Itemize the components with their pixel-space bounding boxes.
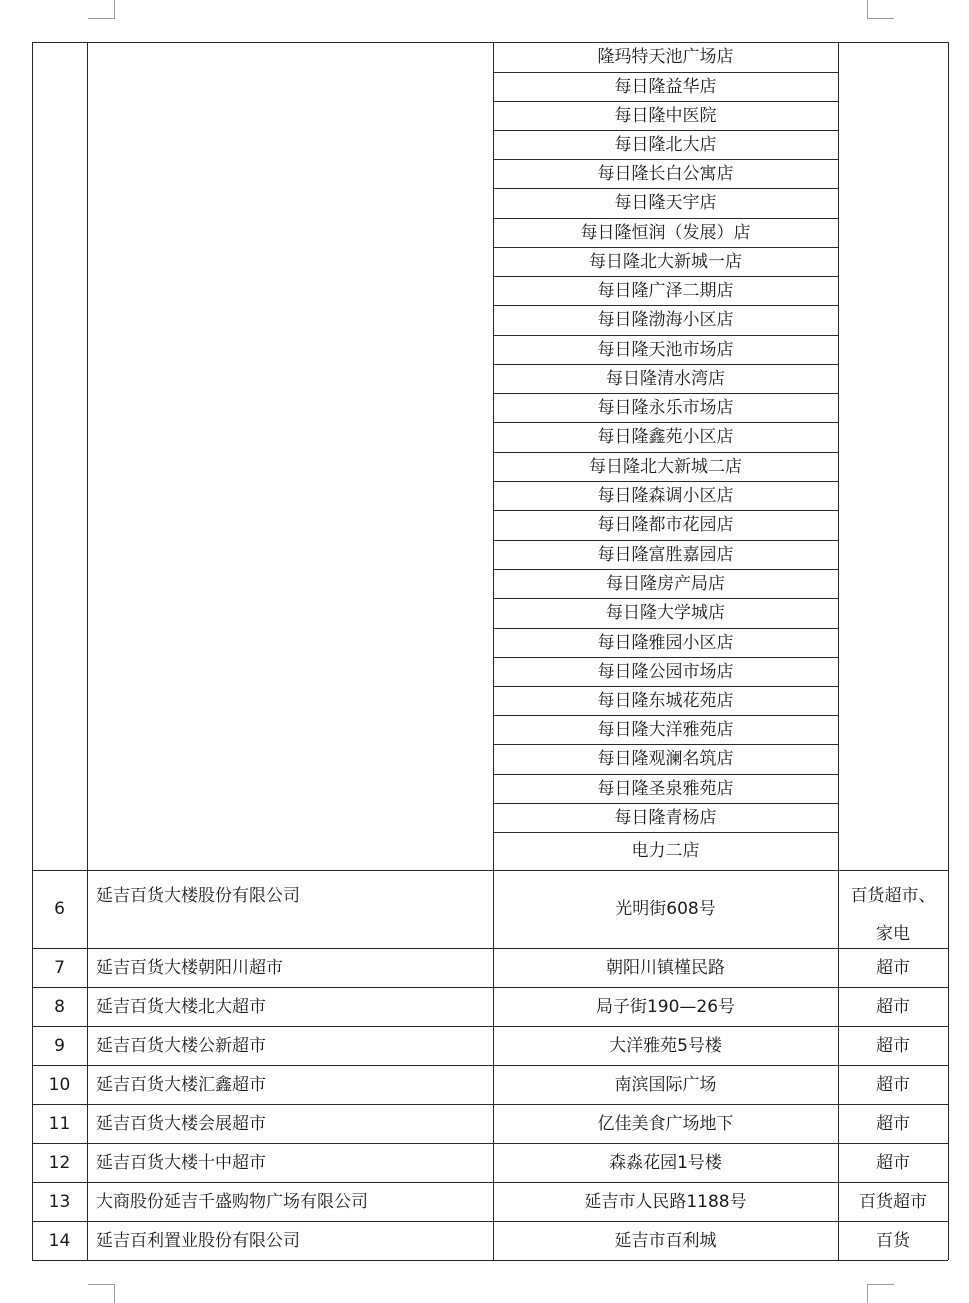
store-row-divider xyxy=(493,159,838,160)
row-number: 9 xyxy=(54,1036,65,1056)
store-row-divider xyxy=(493,832,838,833)
address: 局子街190—26号 xyxy=(595,997,736,1017)
company-name: 延吉百货大楼十中超市 xyxy=(96,1153,266,1173)
row-number: 11 xyxy=(48,1114,71,1134)
company-name: 延吉百货大楼股份有限公司 xyxy=(96,886,300,906)
business-type: 超市 xyxy=(876,1036,910,1056)
store-row-divider xyxy=(493,276,838,277)
row-number: 8 xyxy=(54,997,65,1017)
store-row-divider xyxy=(493,744,838,745)
store-name: 每日隆富胜嘉园店 xyxy=(597,545,734,565)
business-type: 超市 xyxy=(876,1114,910,1134)
store-name: 每日隆鑫苑小区店 xyxy=(597,427,734,447)
address: 光明街608号 xyxy=(615,899,716,919)
business-type: 超市 xyxy=(876,1153,910,1173)
company-name: 延吉百货大楼会展超市 xyxy=(96,1114,266,1134)
column-divider-no xyxy=(87,42,88,1260)
store-name: 每日隆中医院 xyxy=(614,106,717,126)
store-row-divider xyxy=(493,628,838,629)
store-name: 隆玛特天池广场店 xyxy=(597,47,734,67)
row-number: 12 xyxy=(48,1153,71,1173)
row-number: 10 xyxy=(48,1075,71,1095)
company-name: 延吉百货大楼公新超市 xyxy=(96,1036,266,1056)
store-row-divider xyxy=(493,510,838,511)
store-name: 每日隆北大店 xyxy=(614,135,717,155)
company-name: 大商股份延吉千盛购物广场有限公司 xyxy=(96,1192,368,1212)
business-type: 百货超市、 xyxy=(850,886,936,906)
store-row-divider xyxy=(493,686,838,687)
store-name: 每日隆公园市场店 xyxy=(597,662,734,682)
store-row-divider xyxy=(493,715,838,716)
company-name: 延吉百货大楼朝阳川超市 xyxy=(96,958,283,978)
store-name: 每日隆天宇店 xyxy=(614,193,717,213)
store-row-divider xyxy=(493,481,838,482)
store-row-divider xyxy=(493,364,838,365)
store-row-divider xyxy=(493,130,838,131)
table-row-divider xyxy=(32,1221,948,1222)
table-row-divider xyxy=(32,948,948,949)
table-row-divider xyxy=(32,987,948,988)
store-name: 每日隆圣泉雅苑店 xyxy=(597,779,734,799)
business-type: 百货 xyxy=(876,1231,910,1251)
store-row-divider xyxy=(493,305,838,306)
store-name: 每日隆长白公寓店 xyxy=(597,164,734,184)
table-border-bottom xyxy=(32,1260,948,1261)
table-row-divider xyxy=(32,1026,948,1027)
row-number: 6 xyxy=(54,899,65,919)
address: 朝阳川镇槿民路 xyxy=(606,958,725,978)
store-row-divider xyxy=(493,452,838,453)
table-row-divider xyxy=(32,1182,948,1183)
store-name: 每日隆房产局店 xyxy=(606,574,725,594)
store-name: 电力二店 xyxy=(631,841,700,861)
business-type: 超市 xyxy=(876,1075,910,1095)
store-name: 每日隆雅园小区店 xyxy=(597,633,734,653)
store-row-divider xyxy=(493,803,838,804)
store-name: 每日隆北大新城一店 xyxy=(589,252,742,272)
store-row-divider xyxy=(493,774,838,775)
store-row-divider xyxy=(493,540,838,541)
store-row-divider xyxy=(493,393,838,394)
address: 森淼花园1号楼 xyxy=(609,1153,722,1173)
store-name: 每日隆天池市场店 xyxy=(597,340,734,360)
company-name: 延吉百货大楼北大超市 xyxy=(96,997,266,1017)
table-row-divider xyxy=(32,870,948,871)
store-name: 每日隆永乐市场店 xyxy=(597,398,734,418)
store-name: 每日隆清水湾店 xyxy=(606,369,725,389)
address: 大洋雅苑5号楼 xyxy=(609,1036,722,1056)
store-row-divider xyxy=(493,188,838,189)
table-row-divider xyxy=(32,1104,948,1105)
business-type: 超市 xyxy=(876,958,910,978)
store-name: 每日隆广泽二期店 xyxy=(597,281,734,301)
business-type: 家电 xyxy=(876,924,910,944)
table-row-divider xyxy=(32,1065,948,1066)
business-type: 百货超市 xyxy=(859,1192,927,1212)
store-name: 每日隆青杨店 xyxy=(614,808,717,828)
table-row-divider xyxy=(32,1143,948,1144)
business-type: 超市 xyxy=(876,997,910,1017)
store-row-divider xyxy=(493,101,838,102)
store-row-divider xyxy=(493,598,838,599)
store-name: 每日隆森调小区店 xyxy=(597,486,734,506)
address: 延吉市百利城 xyxy=(614,1231,717,1251)
store-row-divider xyxy=(493,247,838,248)
store-row-divider xyxy=(493,657,838,658)
store-name: 每日隆大洋雅苑店 xyxy=(597,720,734,740)
address: 亿佳美食广场地下 xyxy=(597,1114,734,1134)
address: 延吉市人民路1188号 xyxy=(584,1192,747,1212)
store-name: 每日隆北大新城二店 xyxy=(589,457,742,477)
address: 南滨国际广场 xyxy=(614,1075,717,1095)
row-number: 7 xyxy=(54,958,65,978)
store-name: 每日隆观澜名筑店 xyxy=(597,749,734,769)
company-name: 延吉百货大楼汇鑫超市 xyxy=(96,1075,266,1095)
store-row-divider xyxy=(493,218,838,219)
company-name: 延吉百利置业股份有限公司 xyxy=(96,1231,300,1251)
table-border-right xyxy=(948,42,949,1260)
store-name: 每日隆大学城店 xyxy=(606,603,725,623)
store-row-divider xyxy=(493,569,838,570)
store-row-divider xyxy=(493,72,838,73)
row-number: 14 xyxy=(48,1231,71,1251)
row-number: 13 xyxy=(48,1192,71,1212)
store-name: 每日隆恒润（发展）店 xyxy=(580,223,751,243)
table-border-top xyxy=(32,42,948,43)
store-name: 每日隆渤海小区店 xyxy=(597,310,734,330)
store-name: 每日隆东城花苑店 xyxy=(597,691,734,711)
store-name: 每日隆都市花园店 xyxy=(597,515,734,535)
store-row-divider xyxy=(493,422,838,423)
store-name: 每日隆益华店 xyxy=(614,77,717,97)
store-row-divider xyxy=(493,335,838,336)
